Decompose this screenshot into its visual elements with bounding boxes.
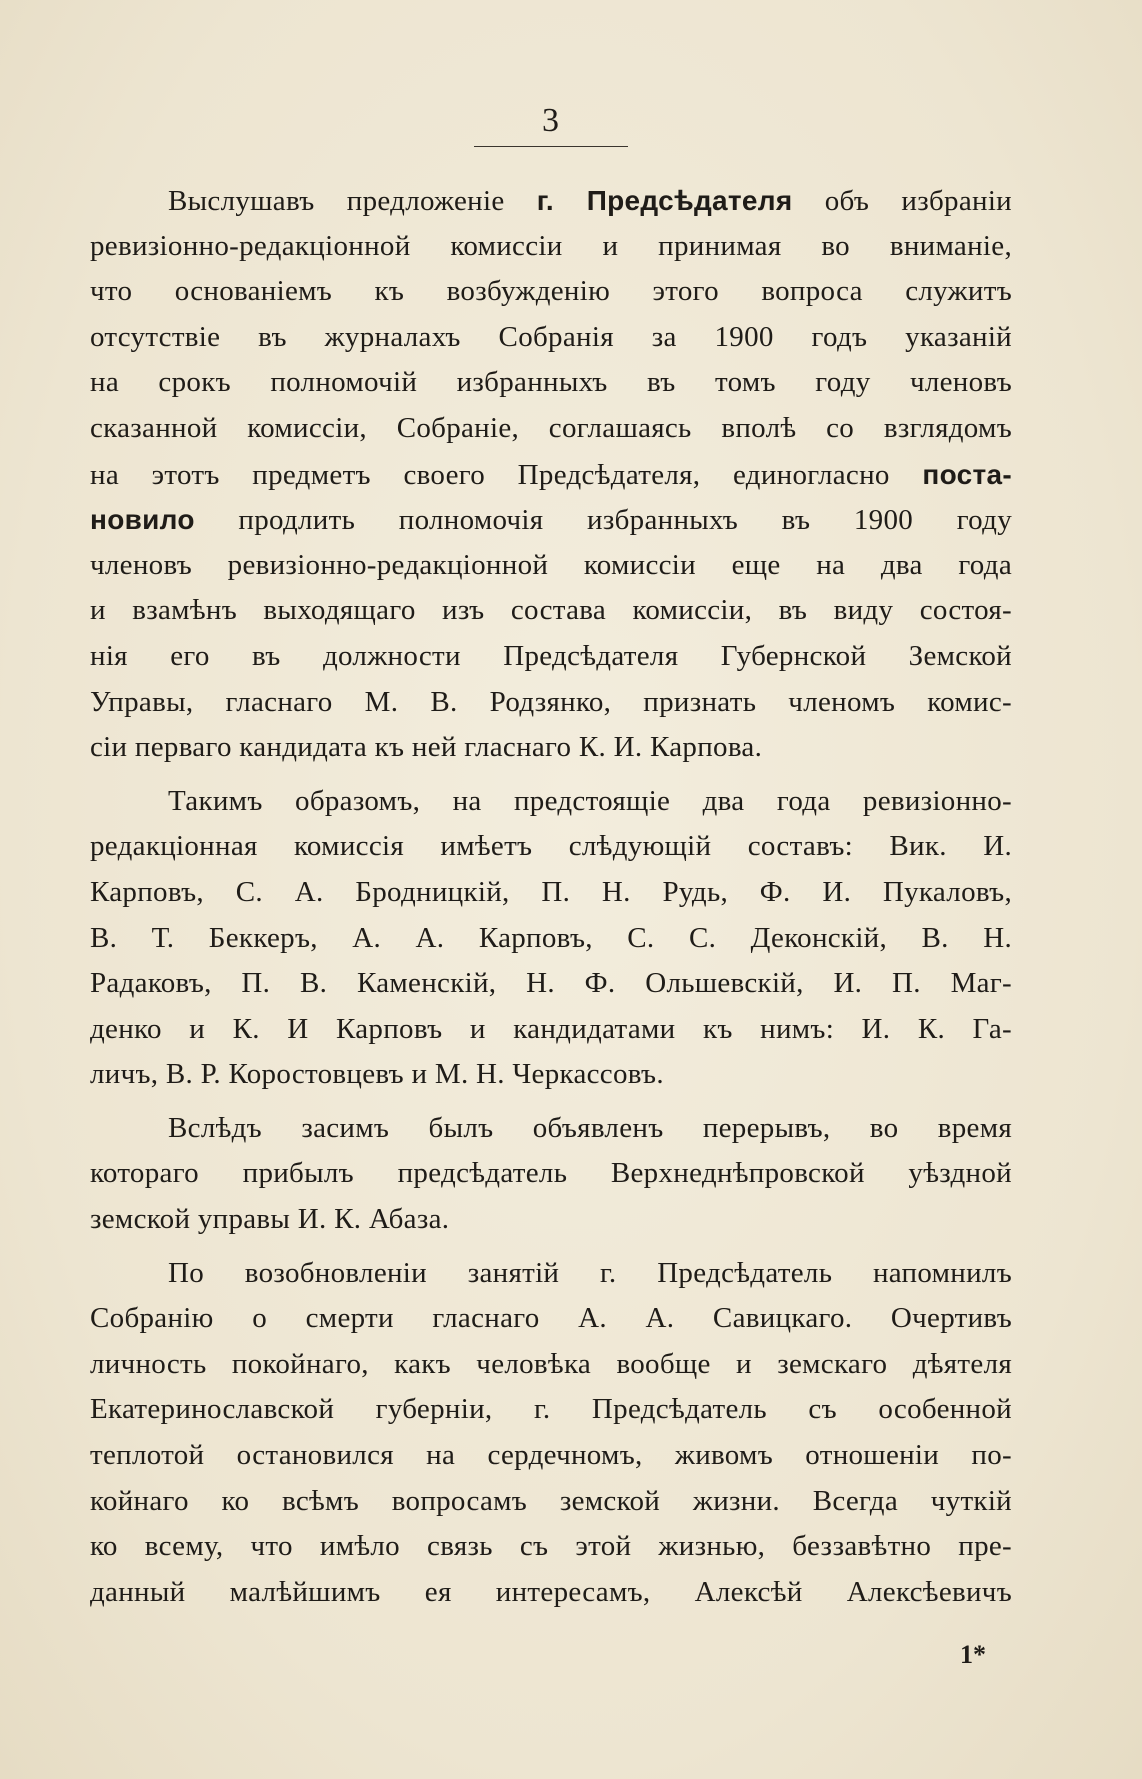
body-text xyxy=(90,178,1012,1615)
text-line: койнаго ко всѣмъ вопросамъ земской жизни. Всегда чуткій xyxy=(90,1484,1012,1517)
text-line: личъ, В. Р. Коростовцевъ и М. Н. Черкассовъ. xyxy=(90,1058,664,1091)
text-line: теплотой остановился на сердечномъ, живомъ отношеніи по- xyxy=(90,1439,1012,1472)
text-line: редакціонная комиссія имѣетъ слѣдующій составъ: Вик. И. xyxy=(90,830,1012,863)
text-line: Вслѣдъ засимъ былъ объявленъ перерывъ, во время xyxy=(168,1111,1012,1144)
paragraph-4 xyxy=(90,1251,1012,1616)
text-line: Радаковъ, П. В. Каменскій, Н. Ф. Ольшевскій, И. П. Маг- xyxy=(90,967,1012,1000)
bold-term: новило xyxy=(90,504,195,536)
text-line: сіи перваго кандидата къ ней гласнаго К. И. Карпова. xyxy=(90,731,763,764)
text-line: что основаніемъ къ возбужденію этого вопроса служитъ xyxy=(90,275,1012,308)
text-line: котораго прибылъ предсѣдатель Верхнеднѣпровской уѣздной xyxy=(90,1157,1012,1190)
text-line: данный малѣйшимъ ея интересамъ, Алексѣй Алексѣевичъ xyxy=(90,1575,1012,1608)
text-line: денко и К. И Карповъ и кандидатами къ нимъ: И. К. Га- xyxy=(90,1012,1012,1045)
text-line: нія его въ должности Предсѣдателя Губернской Земской xyxy=(90,639,1012,672)
text-line: на срокъ полномочій избранныхъ въ томъ году членовъ xyxy=(90,366,1012,399)
text-line: В. Т. Беккеръ, А. А. Карповъ, С. С. Деконскій, В. Н. xyxy=(90,921,1012,954)
text-line: на этотъ предметъ своего Предсѣдателя, единогласно поста- xyxy=(90,458,1012,491)
bold-term: г. Предсѣдателя xyxy=(536,185,793,216)
paragraph-3 xyxy=(90,1106,1012,1243)
text-line: Карповъ, С. А. Бродницкій, П. Н. Рудь, Ф. И. Пукаловъ, xyxy=(90,875,1012,908)
text-line: ревизіонно-редакціонной комиссіи и принимая во вниманіе, xyxy=(90,229,1012,262)
text-line: Собранію о смерти гласнаго А. А. Савицкаго. Очертивъ xyxy=(90,1302,1012,1335)
text-line: Выслушавъ предложеніе г. Предсѣдателя объ избраніи xyxy=(168,185,1012,217)
signature-mark: 1* xyxy=(960,1640,986,1669)
page-number: 3 xyxy=(542,102,560,139)
text-line: личность покойнаго, какъ человѣка вообще и земскаго дѣятеля xyxy=(90,1347,1012,1380)
text-line: членовъ ревизіонно-редакціонной комиссіи еще на два года xyxy=(90,548,1012,581)
text-line: и взамѣнъ выходящаго изъ состава комиссіи, въ виду состоя- xyxy=(90,594,1012,627)
text-line: отсутствіе въ журналахъ Собранія за 1900 годъ указаній xyxy=(90,320,1012,353)
text-line: новило продлить полномочія избранныхъ въ 1900 году xyxy=(90,504,1012,537)
text-line: сказанной комиссіи, Собраніе, соглашаясь вполѣ со взглядомъ xyxy=(90,411,1012,444)
paragraph-1 xyxy=(90,178,1012,771)
header-rule xyxy=(474,146,628,147)
bold-term: поста- xyxy=(922,458,1012,490)
text-line: Управы, гласнаго М. В. Родзянко, признать членомъ комис- xyxy=(90,685,1012,718)
text-line: Такимъ образомъ, на предстоящіе два года ревизіонно- xyxy=(168,784,1012,817)
text-line: По возобновленіи занятій г. Предсѣдатель напомнилъ xyxy=(168,1256,1012,1289)
text-line: земской управы И. К. Абаза. xyxy=(90,1203,450,1236)
paragraph-2 xyxy=(90,779,1012,1098)
text-line: ко всему, что имѣло связь съ этой жизнью, беззавѣтно пре- xyxy=(90,1530,1012,1563)
text-line: Екатеринославской губерніи, г. Предсѣдатель съ особенной xyxy=(90,1393,1012,1426)
